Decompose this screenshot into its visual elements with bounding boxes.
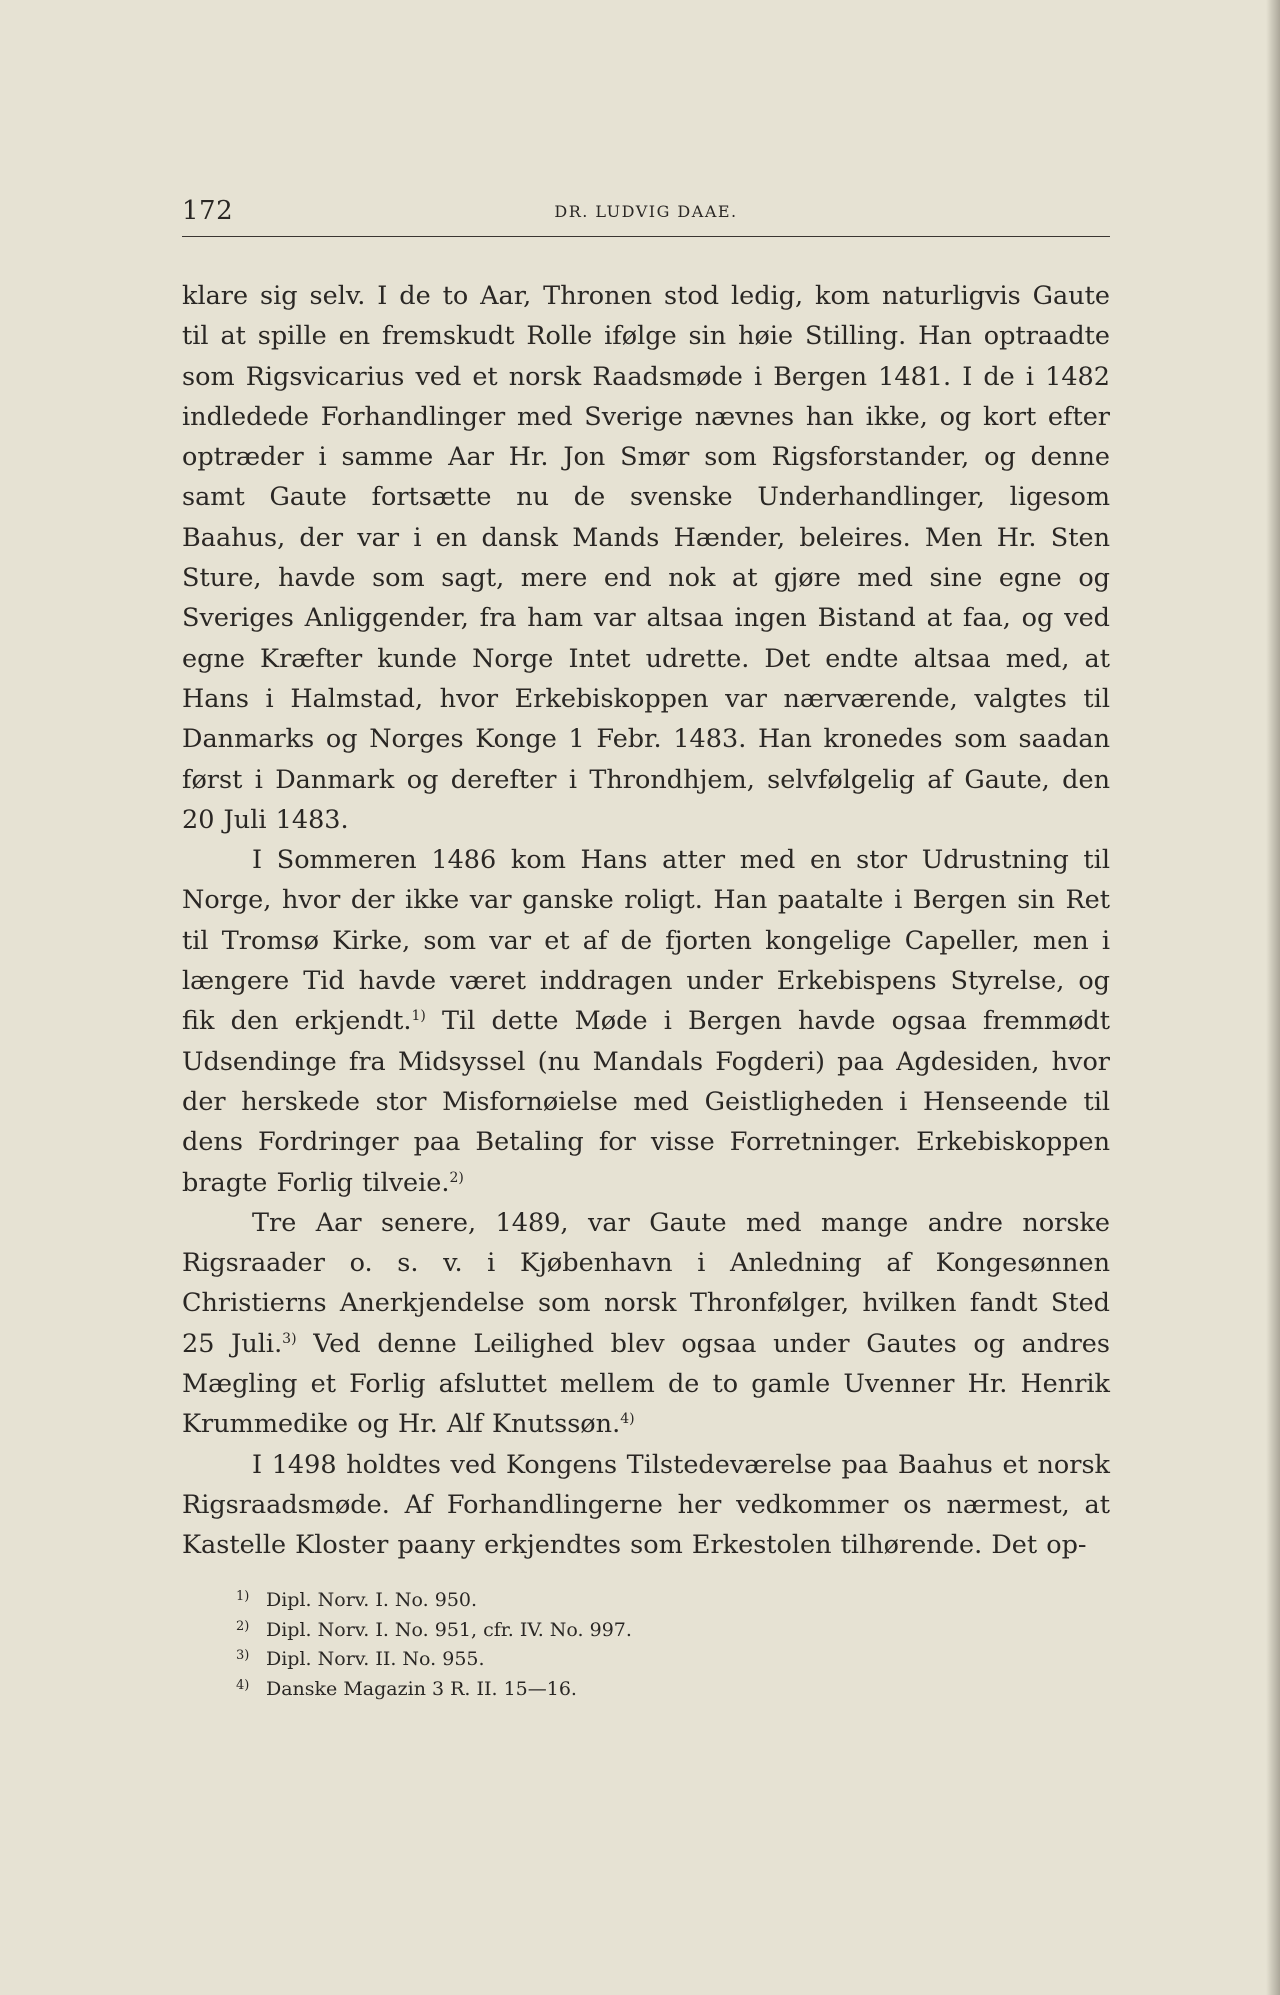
body-text [182,276,1110,1566]
footnote-reference: 2) [449,1169,464,1186]
footnote-reference: 3) [282,1330,297,1347]
footnote-text: Dipl. Norv. I. No. 950. [266,1589,478,1611]
footnote-mark: 4) [236,1677,250,1693]
page-number: 172 [182,196,234,226]
footnote-mark: 3) [236,1648,250,1663]
footnote-mark: 2) [236,1618,250,1634]
footnote-mark: 1) [236,1589,250,1604]
running-head: DR. LUDVIG DAAE. [554,202,738,221]
paragraph [182,276,1110,840]
paragraph-text: klare sig selv. I de to Aar, Thronen stod ledig, kom naturligvis Gaute til at spille en fremskudt Rolle ifølge sin høie Stilling. Han optraadte som Rigsvicarius ved et norsk Raadsmøde i Bergen 1481. I de i 1482 indledede Forhandlinger med Sverige nævnes han ikke, og kort efter optræder i samme Aar Hr. Jon Smør som Rigsforstander, og denne samt Gaute fortsætte nu de svenske Underhandlinger, ligesom Baahus, der var i en dansk Mands Hænder, beleires. Men Hr. Sten Sture, havde som sagt, mere end nok at gjøre med sine egne og Sveriges Anliggender, fra ham var altsaa ingen Bistand at faa, og ved egne Kræfter kunde Norge Intet udrette. Det endte altsaa med, at Hans i Halmstad, hvor Erkebiskoppen var nærværende, valgtes til Danmarks og Norges Konge 1 Febr. 1483. Han kronedes som saadan først i Danmark og derefter i Throndhjem, selvfølgelig af Gaute, den 20 Juli 1483. [182,281,1110,835]
footnote [236,1673,936,1703]
footnote [236,1614,936,1644]
footnote-text: Dipl. Norv. I. No. 951, cfr. IV. No. 997. [266,1618,632,1641]
footnote [236,1584,936,1614]
footnote-reference: 4) [620,1411,635,1428]
footnote-reference: 1) [411,1008,426,1025]
paragraph [182,1203,1110,1445]
paragraph-text: Til dette Møde i Bergen havde ogsaa fremmødt Udsendinge fra Midsyssel (nu Mandals Fogderi) paa Agdesiden, hvor der herskede stor Misfornøielse med Geistligheden i Henseende til dens Fordringer paa Betaling for visse Forretninger. Erkebiskoppen bragte Forlig tilveie. [182,1006,1111,1198]
paragraph [182,1445,1110,1566]
paragraph-text: I 1498 holdtes ved Kongens Tilstedeværelse paa Baahus et norsk Rigsraadsmøde. Af Forhandlingerne her vedkommer os nærmest, at Kastelle Kloster paany erkjendtes som Erkestolen tilhørende. Det op- [182,1449,1110,1561]
footnote [236,1643,936,1673]
footnote-text: Danske Magazin 3 R. II. 15—16. [266,1677,577,1700]
paragraph-text: I Sommeren 1486 kom Hans atter med en stor Udrustning til Norge, hvor der ikke var ganske roligt. Han paatalte i Bergen sin Ret til Tromsø Kirke, som var et af de fjorten kongelige Capeller, men i længere Tid havde været inddragen under Erkebispens Styrelse, og fik den erkjendt. [182,845,1110,1037]
page-header [182,196,1110,237]
footnote-text: Dipl. Norv. II. No. 955. [266,1648,485,1670]
paragraph-text: Tre Aar senere, 1489, var Gaute med mange andre norske Rigsraader o. s. v. i Kjøbenhavn i Anledning af Kongesønnen Christierns Anerkjendelse som norsk Thronfølger, hvilken fandt Sted 25 Juli. [182,1207,1110,1359]
page-edge-shadow [1266,0,1280,1995]
paragraph-text: Ved denne Leilighed blev ogsaa under Gautes og andres Mægling et Forlig afsluttet mellem de to gamle Uvenner Hr. Henrik Krummedike og Hr. Alf Knutssøn. [182,1328,1110,1440]
paragraph [182,840,1110,1203]
footnotes [236,1584,936,1702]
